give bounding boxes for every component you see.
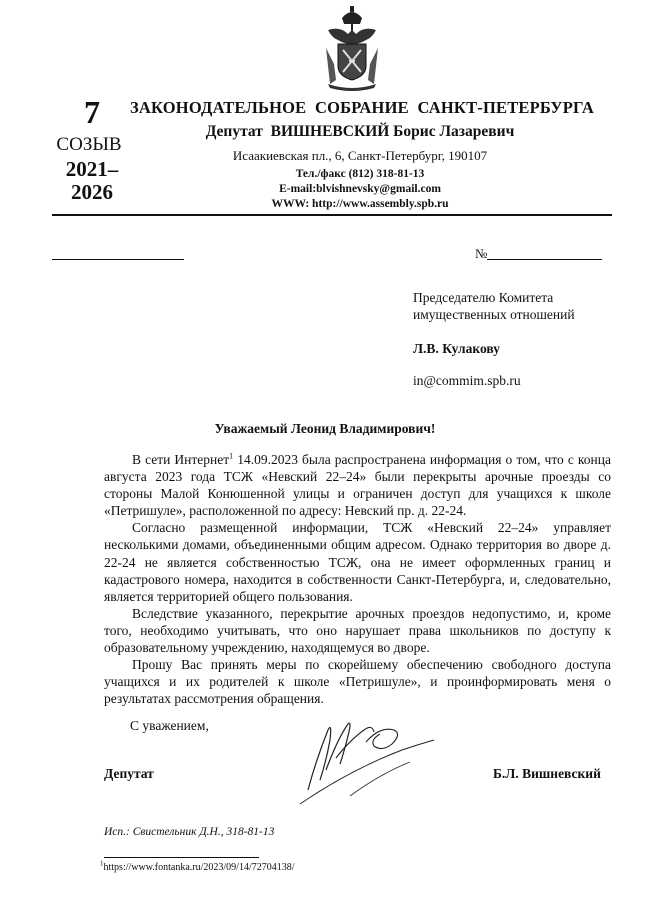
letterhead-phone: Тел./факс (812) 318-81-13 xyxy=(295,168,425,180)
body-paragraph-1-start: В сети Интернет xyxy=(132,452,230,467)
convocation-label: СОЗЫВ xyxy=(56,134,122,155)
executor-note: Исп.: Свистельник Д.Н., 318-81-13 xyxy=(104,826,275,838)
salutation: Уважаемый Леонид Владимирович! xyxy=(214,421,436,436)
letterhead-email: E-mail:blvishnevsky@gmail.com xyxy=(279,183,441,195)
addressee-line-2: имущественных отношений xyxy=(413,307,575,322)
convocation-years-start: 2021– xyxy=(65,157,119,181)
footnote-reference-mark: 1 xyxy=(229,451,234,461)
reference-number-label: № xyxy=(475,246,488,261)
reference-number-blank-line xyxy=(487,259,602,260)
letterhead-divider xyxy=(52,214,612,216)
handwritten-signature xyxy=(290,700,440,810)
footnote xyxy=(100,859,295,873)
footnote-mark: 1 xyxy=(100,859,104,868)
coat-of-arms-emblem xyxy=(320,4,384,92)
body-paragraph-2: Согласно размещенной информации, ТСЖ «Невский 22–24» управляет несколькими домами, объединенными общим адресом. Однако территория во дворе д. 22-24 не является собственностью ТСЖ, она не имеет оформленных границ и кадастрового номера, находится в собственности Санкт-Петербурга, и, следовательно, является территорией общего пользования. xyxy=(104,520,611,604)
letterhead-address: Исаакиевская пл., 6, Санкт-Петербург, 190107 xyxy=(232,148,488,163)
body-paragraph-4: Прошу Вас принять меры по скорейшему обеспечению свободного доступа учащихся и их родителей к школе «Петришуле», и проинформировать меня о результатах рассмотрения обращения. xyxy=(104,657,611,707)
closing-phrase: С уважением, xyxy=(130,718,209,733)
signatory-role: Депутат xyxy=(104,766,154,781)
letter-body xyxy=(104,451,611,707)
date-blank-line xyxy=(52,259,184,260)
body-paragraph-1-rest: 14.09.2023 была распространена информация о том, что с конца августа 2023 года ТСЖ «Невский 22–24» были перекрыты арочные проезды со стороны Малой Конюшенной улицы и ограничен доступ для учащихся к школе «Петришуле», расположенной по адресу: Невский пр. д. 22-24. xyxy=(104,452,611,519)
convocation-years-end: 2026 xyxy=(71,180,113,204)
addressee-email: in@commim.spb.ru xyxy=(413,373,521,388)
footnote-divider xyxy=(104,857,259,858)
body-paragraph-1 xyxy=(104,451,611,519)
body-paragraph-3: Вследствие указанного, перекрытие арочных проездов недопустимо, и, кроме того, необходимо учитывать, что оно нарушает права школьников по доступу к образовательному учреждению, находящемуся во дворе. xyxy=(104,605,611,656)
addressee-line-1: Председателю Комитета xyxy=(413,290,554,305)
organization-title: ЗАКОНОДАТЕЛЬНОЕ СОБРАНИЕ САНКТ-ПЕТЕРБУРГА xyxy=(130,98,595,117)
convocation-number: 7 xyxy=(84,94,100,130)
addressee-name: Л.В. Кулакову xyxy=(413,341,500,356)
footnote-link[interactable]: https://www.fontanka.ru/2023/09/14/72704138/ xyxy=(103,862,295,873)
deputy-name-line: Депутат ВИШНЕВСКИЙ Борис Лазаревич xyxy=(205,123,515,140)
letterhead-website: WWW: http://www.assembly.spb.ru xyxy=(271,198,449,210)
signatory-name: Б.Л. Вишневский xyxy=(493,766,601,781)
